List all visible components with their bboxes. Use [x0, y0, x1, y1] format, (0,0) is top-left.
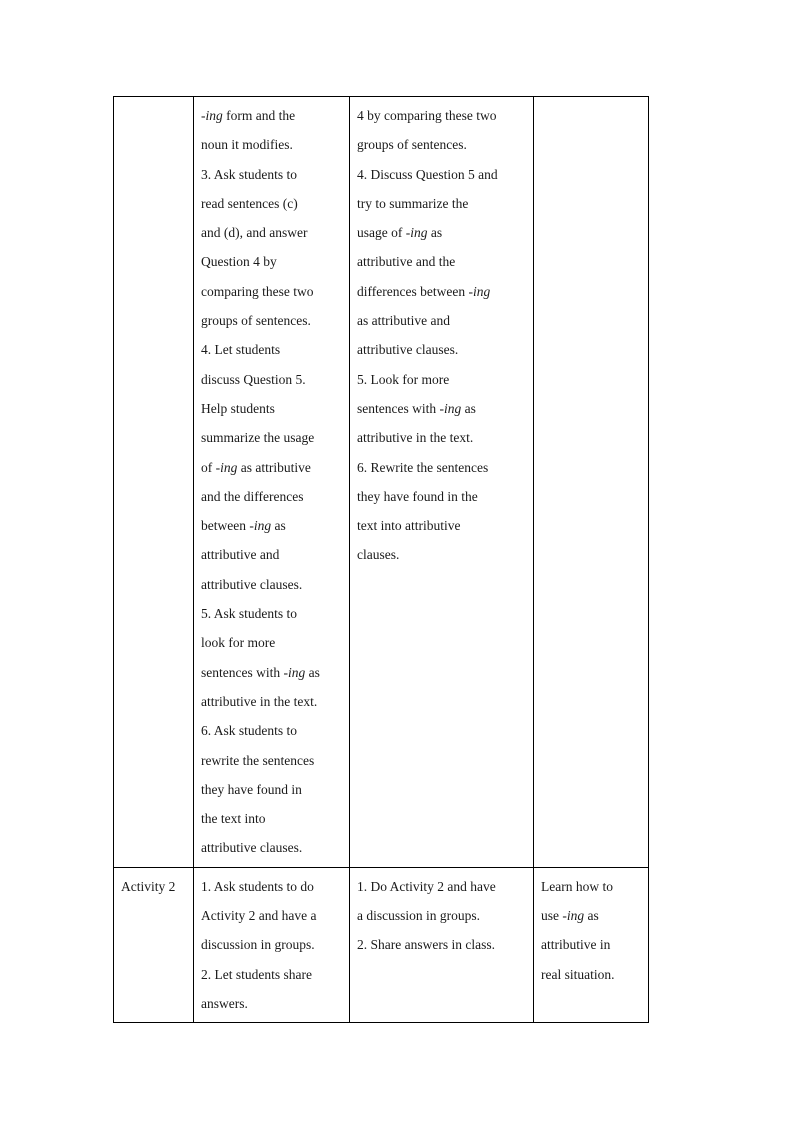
cell-text-line: as attributive and [357, 313, 450, 329]
cell-text-line: use -ing as [541, 908, 599, 924]
cell-text-line: attributive in the text. [201, 693, 318, 709]
cell-text-line: look for more [201, 635, 276, 651]
cell-text-line: 2. Let students share [201, 966, 312, 982]
cell-text-line: differences between -ing [357, 283, 491, 299]
lesson-plan-table [113, 96, 649, 1023]
teacher-activity-cell [194, 97, 350, 868]
cell-text-line: text into attributive [357, 518, 461, 534]
cell-text-line: discussion in groups. [201, 937, 315, 953]
cell-text-line: attributive and the [357, 254, 456, 270]
cell-text-line: of -ing as attributive [201, 459, 311, 475]
cell-text-line: 2. Share answers in class. [357, 937, 495, 953]
cell-text-line: Learn how to [541, 878, 613, 894]
cell-text-line: rewrite the sentences [201, 752, 315, 768]
purpose-cell [534, 867, 649, 1022]
cell-text-line: 6. Ask students to [201, 723, 298, 739]
cell-text-line: sentences with -ing as [357, 400, 476, 416]
cell-text-line: answers. [201, 995, 248, 1011]
cell-text-line: noun it modifies. [201, 137, 293, 153]
teacher-activity-cell [194, 867, 350, 1022]
cell-text-line: 1. Do Activity 2 and have [357, 878, 496, 894]
table-row [114, 97, 649, 868]
cell-text-line: clauses. [357, 547, 400, 563]
cell-text-line: 4 by comparing these two [357, 108, 497, 123]
student-activity-cell [350, 867, 534, 1022]
cell-text-line: try to summarize the [357, 195, 469, 211]
cell-text-line: Question 4 by [201, 254, 277, 270]
cell-text-line: groups of sentences. [201, 313, 311, 329]
cell-text-line: between -ing as [201, 518, 286, 534]
purpose-cell [534, 97, 649, 868]
cell-text-line: comparing these two [201, 283, 314, 299]
cell-text-line: and (d), and answer [201, 225, 308, 241]
cell-text-line: usage of -ing as [357, 225, 443, 241]
cell-text-line: 1. Ask students to do [201, 878, 314, 894]
cell-text-line: 3. Ask students to [201, 166, 298, 182]
activity-cell [114, 97, 194, 868]
cell-text-line: attributive in the text. [357, 430, 474, 446]
cell-text-line: 6. Rewrite the sentences [357, 459, 489, 475]
cell-text-line: Activity 2 and have a [201, 908, 317, 924]
cell-text-line: attributive clauses. [201, 840, 303, 856]
cell-text-line: attributive clauses. [357, 342, 459, 358]
student-activity-cell [350, 97, 534, 868]
cell-text-line: they have found in [201, 781, 302, 797]
cell-text-line: 5. Ask students to [201, 606, 298, 622]
cell-text-line: they have found in the [357, 488, 478, 504]
cell-text-line: and the differences [201, 488, 304, 504]
cell-text-line: attributive clauses. [201, 576, 303, 592]
cell-text-line: real situation. [541, 966, 615, 982]
cell-text-line: -ing form and the [201, 108, 296, 123]
cell-text-line: attributive in [541, 937, 611, 953]
cell-text-line: 4. Discuss Question 5 and [357, 166, 498, 182]
cell-text-line: attributive and [201, 547, 280, 563]
table-row [114, 867, 649, 1022]
activity-cell [114, 867, 194, 1022]
cell-text-line: read sentences (c) [201, 195, 298, 211]
cell-text-line: a discussion in groups. [357, 908, 480, 924]
cell-text-line: sentences with -ing as [201, 664, 320, 680]
cell-text-line: Activity 2 [121, 878, 176, 894]
cell-text-line: 5. Look for more [357, 371, 450, 387]
cell-text-line: discuss Question 5. [201, 371, 306, 387]
cell-text-line: summarize the usage [201, 430, 315, 446]
cell-text-line: the text into [201, 811, 266, 827]
cell-text-line: 4. Let students [201, 342, 281, 358]
cell-text-line: Help students [201, 400, 275, 416]
cell-text-line: groups of sentences. [357, 137, 467, 153]
